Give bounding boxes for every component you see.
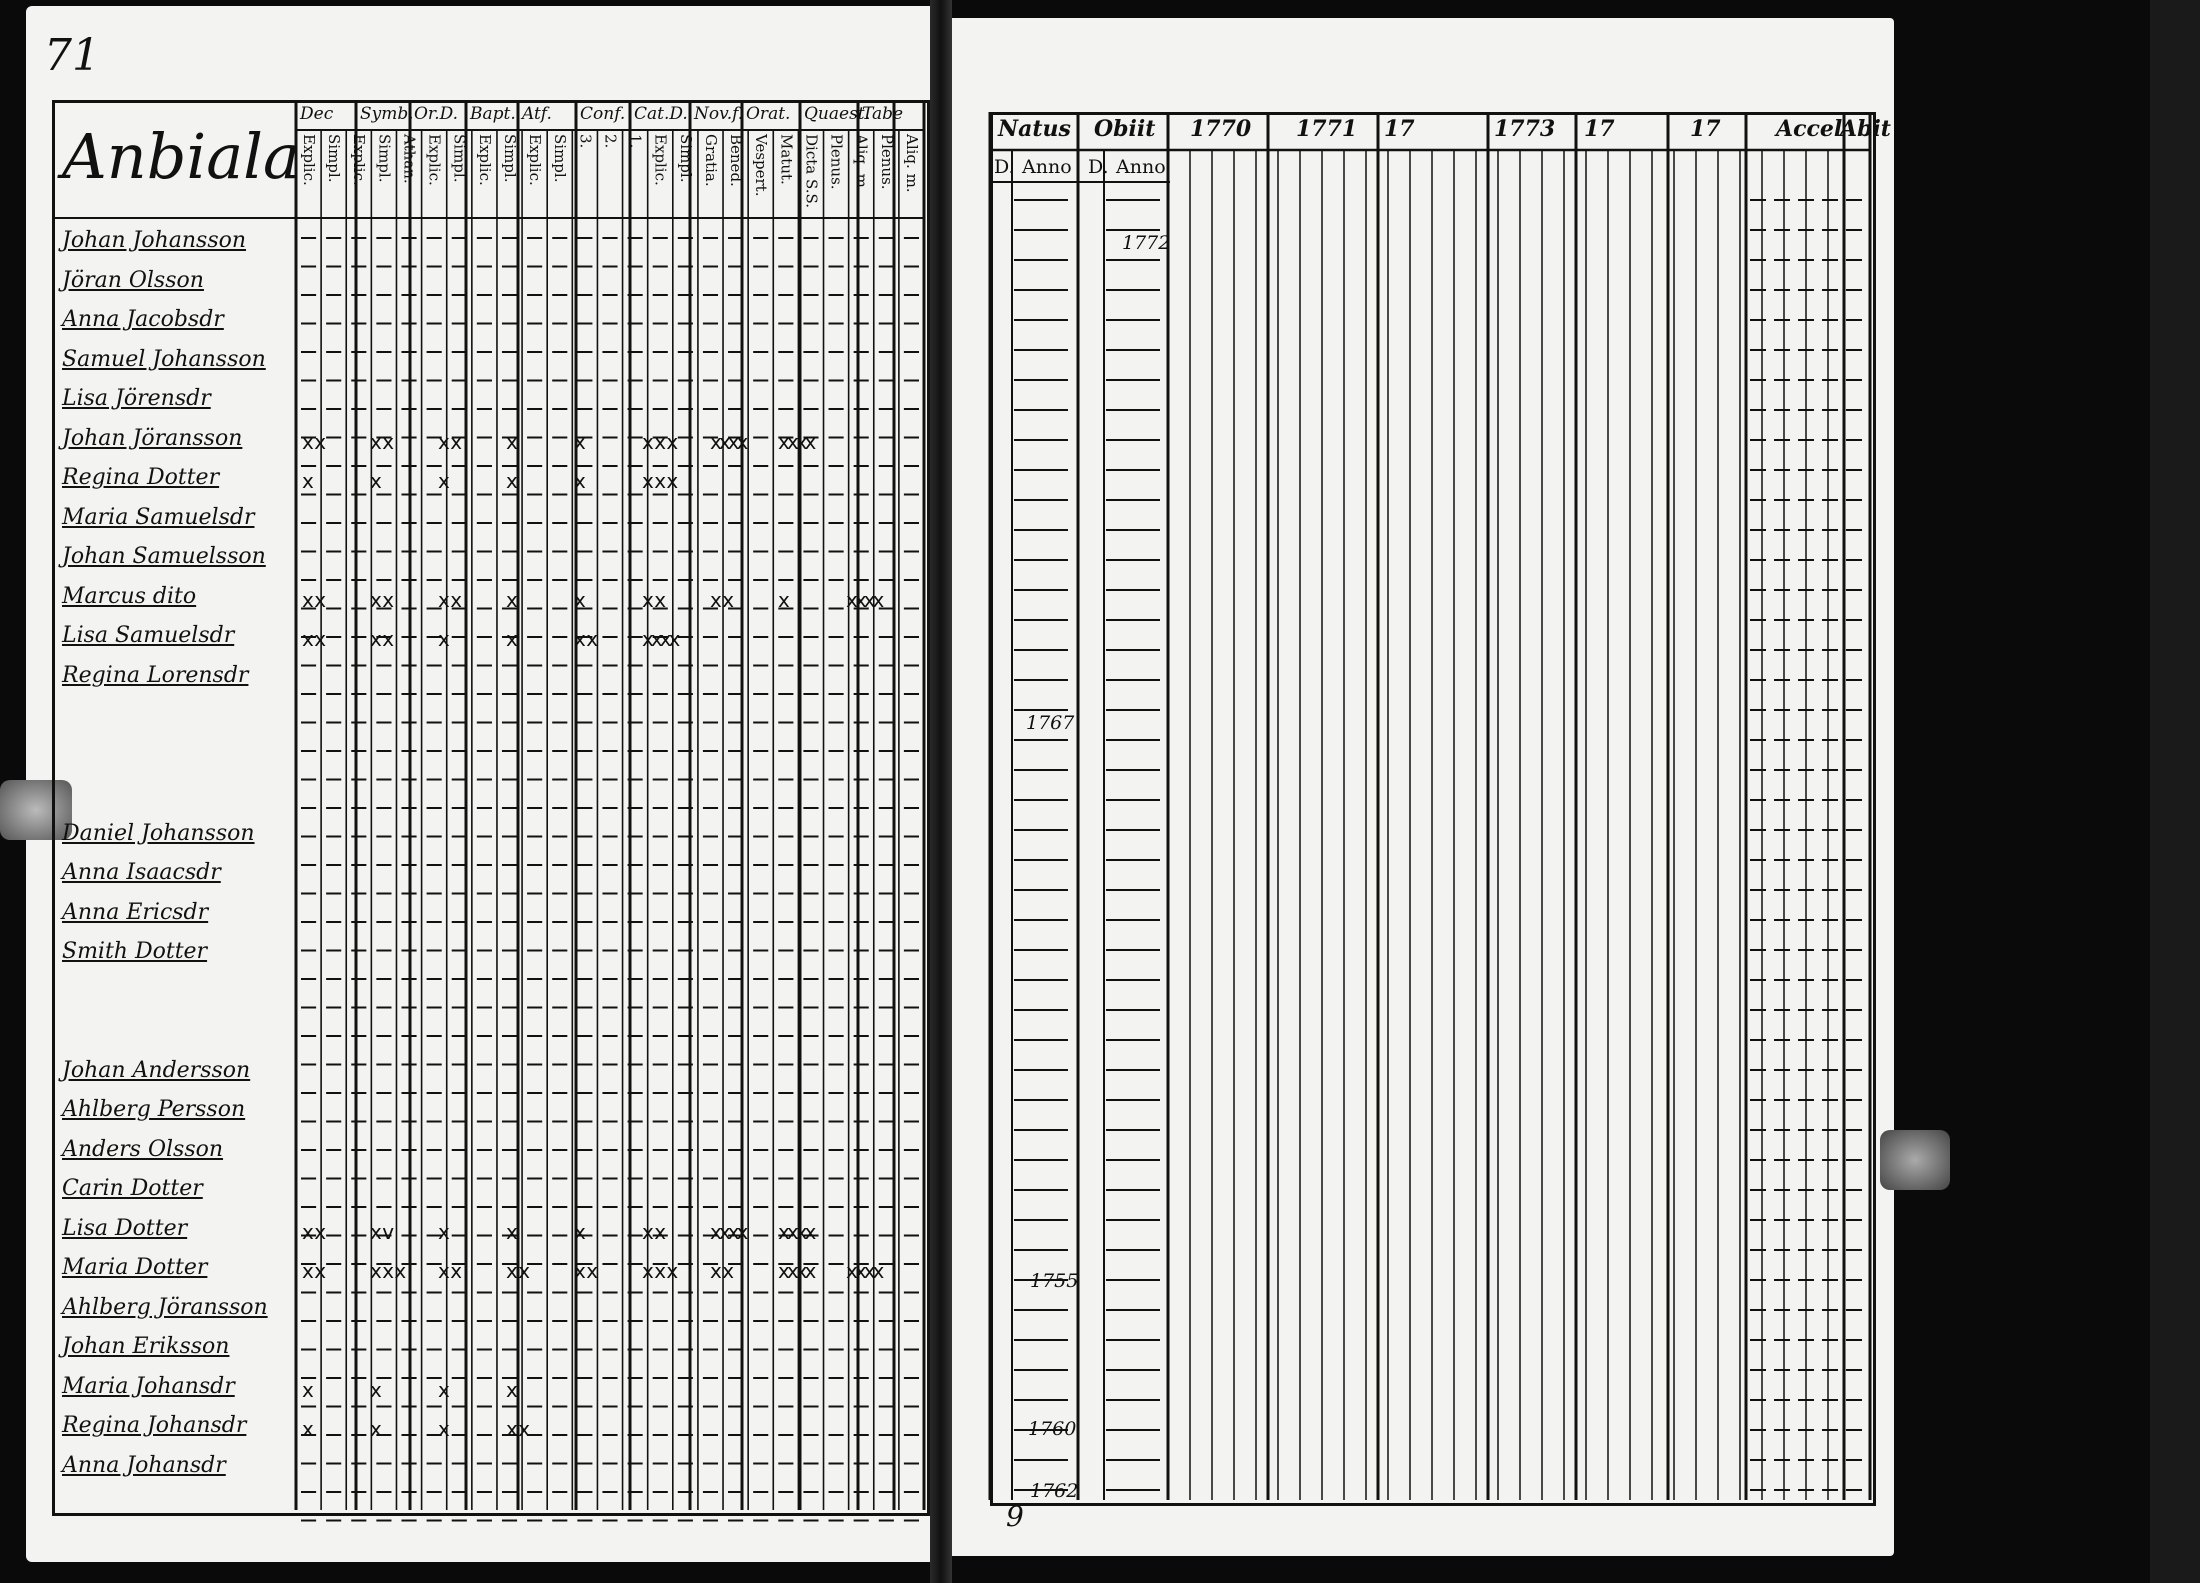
exam-mark: x (574, 1219, 583, 1244)
person-name: Samuel Johansson (62, 346, 266, 372)
person-name: Maria Johansdr (62, 1373, 235, 1399)
exam-mark: x x (574, 1259, 596, 1283)
exam-mark: x x (438, 1259, 460, 1283)
person-name: Regina Johansdr (62, 1413, 247, 1438)
person-name: Johan Johansson (62, 228, 247, 253)
exam-mark: x v (370, 1219, 392, 1244)
sub-column-22: Aliq. m. (852, 134, 871, 193)
exam-mark: x x (438, 587, 460, 612)
exam-mark: x (506, 429, 515, 454)
page-footer-mark: 9 (1006, 1500, 1024, 1533)
exam-mark: x (506, 1377, 515, 1402)
exam-mark: x (574, 429, 583, 454)
exam-mark: x (438, 1377, 447, 1402)
exam-mark: x x (302, 429, 324, 454)
person-name: Johan Eriksson (62, 1334, 230, 1359)
person-name: Daniel Johansson (62, 820, 255, 846)
sub-column-2: Explic. (350, 134, 369, 186)
right-sub-header-3: Anno (1116, 156, 1166, 178)
person-name: Anna Ericsdr (62, 899, 209, 925)
sub-column-10: Simpl. (551, 134, 570, 183)
exam-mark: x x (506, 1417, 528, 1441)
sub-column-24: Aliq. m. (902, 134, 921, 193)
person-name: Smith Dotter (62, 939, 208, 964)
right-header-6: 17 (1584, 116, 1615, 142)
sub-column-15: Simpl. (676, 134, 695, 183)
right-sub-header-0: D. (994, 156, 1015, 178)
exam-mark: x (438, 1417, 447, 1441)
person-name: Maria Samuelsdr (62, 504, 255, 530)
right-header-1: Obiit (1094, 116, 1156, 142)
person-name: Lisa Dotter (62, 1215, 188, 1241)
right-header-3: 1771 (1296, 116, 1358, 142)
person-name: Lisa Jörensdr (62, 386, 211, 411)
exam-mark: x x (302, 1259, 324, 1283)
person-name: Marcus dito (62, 583, 197, 609)
column-group-3: Bapt. (470, 104, 516, 124)
sub-column-20: Dicta S.S. (802, 134, 821, 208)
exam-mark: x (506, 469, 515, 493)
person-name: Anna Isaacsdr (62, 860, 221, 885)
sub-column-1: Simpl. (325, 134, 344, 183)
sub-column-16: Gratia. (701, 134, 720, 187)
exam-mark: xxxx (778, 429, 814, 454)
person-name: Carin Dotter (62, 1176, 203, 1201)
right-header-9: Abit (1840, 116, 1891, 142)
sub-column-8: Simpl. (500, 134, 519, 183)
exam-mark: x x (642, 587, 664, 612)
exam-mark: x (438, 627, 447, 651)
person-name: Regina Lorensdr (62, 662, 249, 688)
person-name: Lisa Samuelsdr (62, 623, 235, 648)
exam-mark: x x x (370, 1259, 404, 1283)
right-header-2: 1770 (1190, 116, 1252, 142)
birth-year: 1762 (1030, 1480, 1079, 1502)
right-header-8: Accel (1776, 116, 1843, 142)
exam-mark: x x x (642, 1259, 676, 1283)
exam-mark: x x (710, 1259, 732, 1283)
exam-mark: x (438, 469, 447, 493)
column-group-5: Conf. (580, 104, 626, 124)
sub-column-7: Explic. (475, 134, 494, 186)
sub-column-0: Explic. (300, 134, 318, 186)
exam-mark: x x (506, 1259, 528, 1283)
sub-column-12: 2. (601, 134, 620, 149)
column-group-8: Orat. (746, 104, 791, 124)
exam-mark: x (302, 469, 311, 493)
exam-mark: x x (642, 1219, 664, 1244)
sub-column-17: Bened. (727, 134, 746, 187)
parish-title: Anbiala (62, 120, 300, 193)
right-header-7: 17 (1690, 116, 1721, 142)
exam-mark: x (778, 587, 787, 612)
person-name: Johan Samuelsson (62, 544, 266, 569)
sub-column-14: Explic. (651, 134, 670, 186)
person-name: Regina Dotter (62, 465, 220, 490)
exam-mark: x x (370, 627, 392, 651)
birth-year: 1772 (1122, 232, 1171, 254)
exam-mark: x (370, 1377, 379, 1402)
right-sub-header-1: Anno (1022, 156, 1072, 178)
exam-mark: xxxx (846, 587, 882, 612)
exam-mark: x x (302, 627, 324, 651)
page-number: 71 (44, 30, 100, 81)
person-name: Jöran Olsson (62, 267, 204, 293)
column-group-10: Tabe (862, 104, 904, 124)
exam-mark: x (506, 1219, 515, 1244)
sub-column-13: 1. (626, 134, 645, 149)
person-name: Ahlberg Persson (62, 1097, 246, 1122)
right-header-4: 17 (1384, 116, 1415, 142)
exam-mark: x x x (642, 469, 676, 493)
exam-mark: x (438, 1219, 447, 1244)
person-name: Ahlberg Jöransson (62, 1294, 268, 1320)
column-group-4: Atf. (522, 104, 552, 124)
sub-column-6: Simpl. (450, 134, 469, 183)
sub-column-21: Plenus. (827, 134, 846, 190)
column-group-2: Or.D. (414, 104, 459, 124)
exam-mark: xxxx (778, 1219, 814, 1244)
person-name: Anna Jacobsdr (62, 307, 224, 332)
exam-mark: x x (370, 429, 392, 454)
sub-column-3: Simpl. (375, 134, 394, 183)
birth-year: 1760 (1028, 1418, 1077, 1440)
column-group-1: Symb. (360, 104, 414, 124)
exam-mark: x (574, 587, 583, 612)
right-sub-header-2: D. (1088, 156, 1109, 178)
exam-mark: x x (302, 587, 324, 612)
exam-mark: x x x (642, 429, 676, 454)
sub-column-19: Matut. (777, 134, 796, 185)
sub-column-23: Plenus. (877, 134, 896, 190)
exam-mark: x (302, 1377, 311, 1402)
exam-mark: x (506, 587, 515, 612)
exam-mark: xxxx (846, 1259, 882, 1283)
person-name: Johan Jöransson (62, 425, 243, 451)
exam-mark: x x (438, 429, 460, 454)
exam-mark: x (506, 627, 515, 651)
exam-mark: xxxx (710, 1219, 746, 1244)
column-group-9: Quaest. (804, 104, 871, 124)
exam-mark: xxxx (642, 627, 678, 651)
sub-column-18: Vespert. (752, 134, 771, 197)
sub-column-5: Explic. (425, 134, 444, 186)
exam-mark: x (370, 469, 379, 493)
exam-mark: xxxx (778, 1259, 814, 1283)
exam-mark: x (574, 469, 583, 493)
birth-year: 1767 (1026, 712, 1075, 734)
person-name: Maria Dotter (62, 1255, 208, 1280)
exam-mark: x (370, 1417, 379, 1441)
exam-mark: x x (574, 627, 596, 651)
column-group-0: Dec (300, 104, 334, 124)
sub-column-4: Athan. (400, 134, 419, 184)
person-name: Anna Johansdr (62, 1452, 226, 1478)
column-group-6: Cat.D. (634, 104, 688, 124)
exam-mark: x x (302, 1219, 324, 1244)
exam-mark: x (302, 1417, 311, 1441)
birth-year: 1755 (1030, 1270, 1079, 1292)
exam-mark: x x (710, 587, 732, 612)
exam-mark: x x (370, 587, 392, 612)
person-name: Anders Olsson (62, 1136, 224, 1162)
right-header-0: Natus (998, 116, 1071, 142)
sub-column-11: 3. (576, 134, 595, 149)
exam-mark: xxxx (710, 429, 746, 454)
right-header-5: 1773 (1494, 116, 1556, 142)
column-group-7: Nov.f. (694, 104, 744, 124)
person-name: Johan Andersson (62, 1057, 251, 1083)
sub-column-9: Explic. (526, 134, 545, 186)
